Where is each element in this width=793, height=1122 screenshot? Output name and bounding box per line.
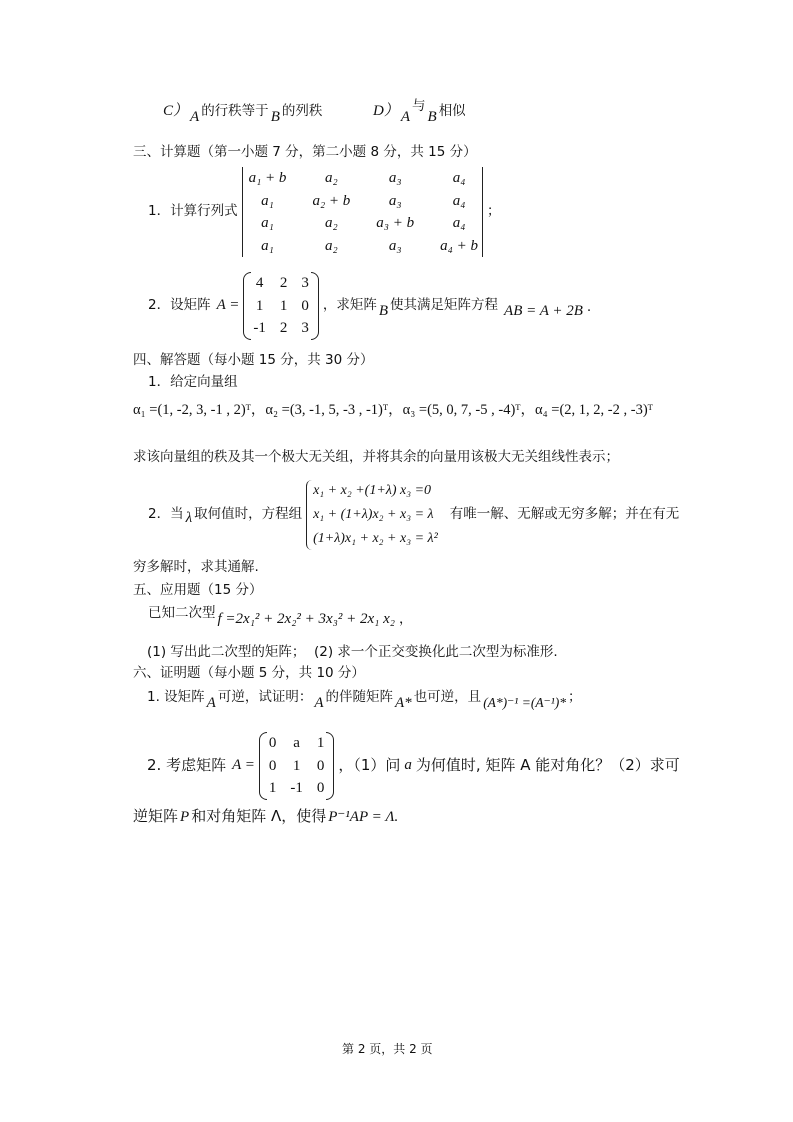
var-a-adjoint: A* bbox=[395, 695, 412, 711]
matrix-cell: 4 bbox=[255, 275, 264, 291]
page-number: 第 2 页，共 2 页 bbox=[342, 1042, 433, 1056]
matrix-cell: 1 bbox=[255, 297, 264, 314]
q2-equation: P⁻¹AP = Λ. bbox=[328, 809, 399, 825]
matrix-cell: a₂ bbox=[325, 237, 338, 254]
matrix-cell: a₁ bbox=[261, 192, 274, 209]
formula-end: ， bbox=[399, 611, 413, 627]
var-a: A bbox=[190, 109, 200, 125]
q2-label: 2．设矩阵 bbox=[148, 296, 211, 313]
q2-text1: ，（1）问 bbox=[338, 756, 401, 775]
section6-q2-cont bbox=[133, 808, 398, 826]
q2-text1: ，求矩阵 bbox=[322, 296, 377, 313]
matrix-cell: a₁ bbox=[261, 237, 274, 254]
q1-task: 求该向量组的秩及其一个极大无关组，并将其余的向量用该极大无关组线性表示； bbox=[133, 449, 619, 465]
option-c-text2: 的列秩 bbox=[281, 103, 323, 119]
option-c-text: 的行秩等于 bbox=[201, 103, 269, 119]
matrix-cell: 2 bbox=[279, 275, 288, 291]
section4-heading-line bbox=[133, 353, 374, 369]
section5-intro: 已知二次型 bbox=[148, 605, 216, 621]
section4-q1-task-line bbox=[133, 450, 619, 466]
matrix-cell: 2 bbox=[279, 320, 288, 336]
matrix-cell: 0 bbox=[316, 780, 325, 796]
section4-heading: 四、解答题（每小题 15 分，共 30 分） bbox=[133, 352, 374, 368]
q1-text4: 也可逆，且 bbox=[413, 689, 482, 705]
determinant bbox=[242, 167, 483, 257]
footer bbox=[342, 1043, 433, 1057]
q2-label: 2．当 bbox=[148, 506, 184, 523]
matrix-cell: 0 bbox=[316, 757, 325, 774]
q2-end: · bbox=[586, 302, 592, 319]
matrix-cell: -1 bbox=[253, 320, 266, 336]
section3-heading-line bbox=[133, 145, 477, 161]
option-d-text2: 相似 bbox=[438, 103, 466, 119]
section5-heading-line bbox=[133, 583, 262, 599]
section3-q1 bbox=[148, 167, 500, 257]
matrix-cell: a₄ bbox=[452, 192, 466, 209]
matrix-cell: 1 bbox=[316, 735, 325, 751]
var-a: A bbox=[400, 109, 411, 125]
section4-q2 bbox=[148, 480, 679, 550]
q2-text3: 逆矩阵 bbox=[133, 807, 179, 825]
system-equation: (1+λ)x₁ + x₂ + x₃ = λ² bbox=[313, 531, 438, 547]
section5-heading: 五、应用题（15 分） bbox=[133, 582, 263, 598]
q2-text3: 穷多解时，求其通解. bbox=[133, 559, 259, 575]
section5-tasks-line bbox=[147, 645, 558, 661]
matrix-a bbox=[243, 272, 319, 340]
option-d-text: 与 bbox=[412, 98, 426, 114]
q1-text1: 1. 设矩阵 bbox=[147, 689, 205, 705]
q2-text4: 和对角矩阵 Λ，使得 bbox=[191, 807, 327, 825]
q1-label: 1．给定向量组 bbox=[148, 374, 238, 390]
q2-equation: AB = A + 2B bbox=[504, 303, 583, 320]
q2-label: 2. 考虑矩阵 bbox=[147, 756, 227, 775]
matrix-cell: a₃ + b bbox=[376, 215, 415, 231]
q1-end: ； bbox=[568, 689, 582, 705]
q2-text2: 为何值时, 矩阵 A 能对角化？（2）求可 bbox=[415, 756, 680, 775]
matrix-cell: a₄ + b bbox=[440, 237, 478, 254]
option-d-label: D） bbox=[373, 103, 399, 119]
matrix-cell: a₁ + b bbox=[248, 170, 287, 186]
q2-text2: 使其满足矩阵方程 bbox=[390, 296, 499, 313]
section6-heading-line bbox=[133, 666, 365, 682]
q1-end: ； bbox=[486, 203, 501, 220]
matrix-cell: -1 bbox=[290, 780, 303, 796]
matrix-cell: a₁ bbox=[261, 215, 274, 231]
q1-equation: (A*)⁻¹ =(A⁻¹)* bbox=[483, 695, 566, 710]
matrix-cell: a₄ bbox=[452, 170, 466, 186]
option-c-label: C） bbox=[163, 103, 189, 119]
matrix-cell: 0 bbox=[268, 735, 277, 751]
matrix-cell: a bbox=[293, 735, 300, 751]
var-lambda: λ bbox=[185, 509, 193, 526]
matrix-a bbox=[259, 732, 335, 800]
section5-tasks: (1) 写出此二次型的矩阵； (2) 求一个正交变换化此二次型为标准形. bbox=[147, 644, 558, 660]
matrix-cell: 1 bbox=[268, 780, 277, 796]
q1-label: 1．计算行列式 bbox=[148, 203, 238, 220]
var-p: P bbox=[180, 809, 190, 825]
section4-q2-cont bbox=[133, 560, 259, 576]
q2-text2: 有唯一解、无解或无穷多解；并在有无 bbox=[449, 506, 680, 523]
section3-q2 bbox=[148, 272, 593, 340]
system-equation: x₁ + (1+λ)x₂ + x₃ = λ bbox=[313, 507, 434, 523]
matrix-cell: 1 bbox=[292, 757, 301, 774]
matrix-cell: 3 bbox=[301, 275, 309, 291]
var-a: A bbox=[314, 695, 324, 711]
matrix-cell: a₄ bbox=[452, 215, 466, 231]
section3-heading: 三、计算题（第一小题 7 分，第二小题 8 分，共 15 分） bbox=[133, 144, 477, 160]
matrix-cell: a₃ bbox=[388, 170, 402, 186]
q1-text2: 可逆，试证明： bbox=[217, 689, 313, 705]
q2-text1: 取何值时，方程组 bbox=[194, 506, 303, 523]
vector-group: α₁ =(1, -2, 3, -1 , 2)ᵀ，α₂ =(3, -1, 5, -3 , -1)ᵀ，α₃ =(5, 0, 7, -5 , -4)ᵀ，α₄ =(2, 1, 2, -2 , -3)ᵀ bbox=[133, 402, 653, 418]
matrix-cell: a₃ bbox=[388, 237, 402, 254]
var-a: a bbox=[404, 757, 412, 774]
option-d bbox=[373, 98, 466, 125]
var-b: B bbox=[270, 109, 280, 125]
system-equation: x₁ + x₂ +(1+λ) x₃ =0 bbox=[313, 483, 432, 498]
section5-intro-line bbox=[148, 605, 415, 627]
section6-q1 bbox=[147, 689, 582, 711]
matrix-cell: a₂ bbox=[325, 170, 338, 186]
section4-q1-label-line bbox=[148, 375, 238, 391]
matrix-cell: a₂ + b bbox=[312, 192, 351, 209]
matrix-cell: a₃ bbox=[388, 192, 402, 209]
section6-heading: 六、证明题（每小题 5 分，共 10 分） bbox=[133, 665, 365, 681]
matrix-cell: 3 bbox=[301, 320, 309, 336]
quadratic-form: f =2x₁² + 2x₂² + 3x₃² + 2x₁ x₂ bbox=[217, 611, 396, 627]
section6-q2 bbox=[147, 732, 680, 800]
option-c bbox=[163, 103, 323, 125]
q2-lhs: A = bbox=[232, 757, 255, 774]
equation-system bbox=[306, 480, 444, 550]
var-b: B bbox=[378, 303, 389, 320]
var-b: B bbox=[427, 109, 437, 125]
matrix-cell: 1 bbox=[279, 297, 288, 314]
matrix-cell: 0 bbox=[268, 757, 277, 774]
var-a: A bbox=[206, 695, 216, 711]
matrix-cell: 0 bbox=[301, 297, 309, 314]
vector-group-line bbox=[133, 402, 653, 419]
q2-lhs: A = bbox=[216, 297, 240, 314]
matrix-cell: a₂ bbox=[325, 215, 338, 231]
q1-text3: 的伴随矩阵 bbox=[325, 689, 394, 705]
